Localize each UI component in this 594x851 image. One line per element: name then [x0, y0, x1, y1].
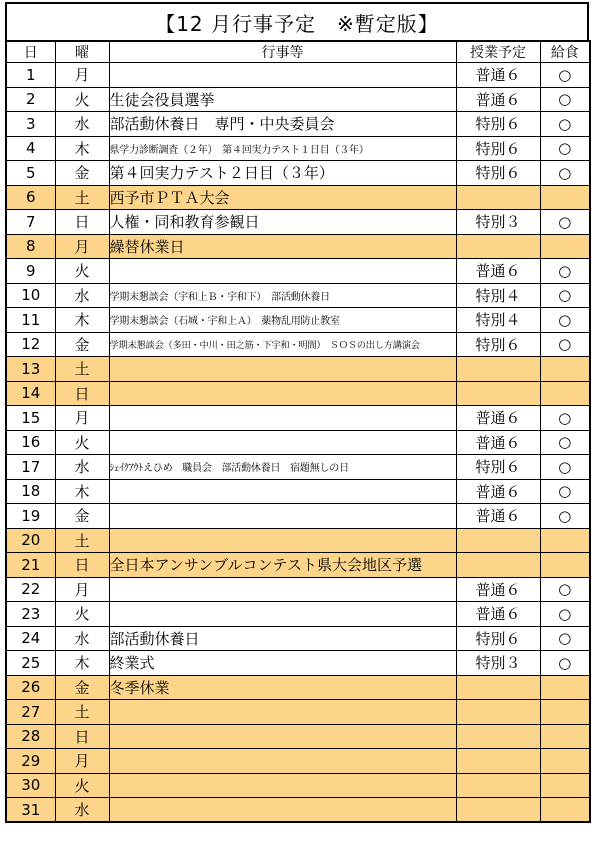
- weekday-cell: 水: [55, 626, 109, 651]
- class-plan-cell: 普通６: [456, 406, 540, 431]
- lunch-cell: ○: [540, 259, 590, 284]
- event-cell: [109, 602, 456, 627]
- weekday-cell: 木: [55, 479, 109, 504]
- day-cell: 23: [6, 602, 55, 627]
- lunch-cell: [540, 798, 590, 823]
- weekday-cell: 日: [55, 553, 109, 578]
- weekday-cell: 土: [55, 700, 109, 725]
- day-cell: 17: [6, 455, 55, 480]
- weekday-cell: 月: [55, 406, 109, 431]
- table-row: [6, 234, 590, 259]
- day-cell: 16: [6, 430, 55, 455]
- day-cell: 11: [6, 308, 55, 333]
- weekday-cell: 金: [55, 504, 109, 529]
- lunch-cell: ○: [540, 626, 590, 651]
- class-plan-cell: [456, 724, 540, 749]
- class-plan-cell: 普通６: [456, 602, 540, 627]
- day-cell: 13: [6, 357, 55, 382]
- lunch-cell: [540, 773, 590, 798]
- event-cell: 学期末懇談会（宇和上Ｂ・宇和下） 部活動休養日: [109, 283, 456, 308]
- table-row: [6, 455, 590, 480]
- table-row: [6, 259, 590, 284]
- table-row: [6, 381, 590, 406]
- header-day: 日: [6, 41, 55, 63]
- day-cell: 5: [6, 161, 55, 186]
- header-class-plan: 授業予定: [456, 41, 540, 63]
- day-cell: 20: [6, 528, 55, 553]
- day-cell: 3: [6, 112, 55, 137]
- table-row: [6, 283, 590, 308]
- weekday-cell: 土: [55, 357, 109, 382]
- day-cell: 21: [6, 553, 55, 578]
- table-row: [6, 749, 590, 774]
- event-cell: [109, 577, 456, 602]
- weekday-cell: 火: [55, 773, 109, 798]
- table-row: [6, 210, 590, 235]
- day-cell: 25: [6, 651, 55, 676]
- lunch-cell: [540, 675, 590, 700]
- class-plan-cell: 普通６: [456, 259, 540, 284]
- lunch-cell: ○: [540, 87, 590, 112]
- class-plan-cell: 普通６: [456, 430, 540, 455]
- class-plan-cell: [456, 675, 540, 700]
- class-plan-cell: [456, 528, 540, 553]
- class-plan-cell: [456, 381, 540, 406]
- class-plan-cell: 普通６: [456, 87, 540, 112]
- event-cell: [109, 749, 456, 774]
- class-plan-cell: 特別４: [456, 308, 540, 333]
- lunch-cell: ○: [540, 455, 590, 480]
- table-row: [6, 700, 590, 725]
- day-cell: 14: [6, 381, 55, 406]
- day-cell: 26: [6, 675, 55, 700]
- table-row: [6, 185, 590, 210]
- table-row: [6, 528, 590, 553]
- day-cell: 22: [6, 577, 55, 602]
- weekday-cell: 火: [55, 430, 109, 455]
- event-cell: 県学力診断調査（２年） 第４回実力テスト１日目（３年）: [109, 136, 456, 161]
- header-row: [6, 41, 590, 63]
- lunch-cell: ○: [540, 332, 590, 357]
- day-cell: 24: [6, 626, 55, 651]
- class-plan-cell: [456, 773, 540, 798]
- table-row: [6, 553, 590, 578]
- weekday-cell: 火: [55, 87, 109, 112]
- event-cell: ｼｪｲｸｱｳﾄえひめ 職員会 部活動休養日 宿題無しの日: [109, 455, 456, 480]
- lunch-cell: ○: [540, 430, 590, 455]
- table-row: [6, 161, 590, 186]
- day-cell: 15: [6, 406, 55, 431]
- table-row: [6, 504, 590, 529]
- event-cell: 全日本アンサンブルコンテスト県大会地区予選: [109, 553, 456, 578]
- event-cell: [109, 798, 456, 823]
- table-row: [6, 112, 590, 137]
- table-row: [6, 136, 590, 161]
- header-lunch: 給食: [540, 41, 590, 63]
- day-cell: 27: [6, 700, 55, 725]
- lunch-cell: ○: [540, 283, 590, 308]
- table-row: [6, 626, 590, 651]
- weekday-cell: 土: [55, 528, 109, 553]
- schedule-table: [5, 40, 591, 823]
- day-cell: 10: [6, 283, 55, 308]
- lunch-cell: [540, 528, 590, 553]
- day-cell: 1: [6, 63, 55, 88]
- weekday-cell: 木: [55, 136, 109, 161]
- event-cell: 部活動休養日 専門・中央委員会: [109, 112, 456, 137]
- class-plan-cell: [456, 185, 540, 210]
- day-cell: 9: [6, 259, 55, 284]
- lunch-cell: ○: [540, 504, 590, 529]
- lunch-cell: [540, 234, 590, 259]
- weekday-cell: 日: [55, 210, 109, 235]
- event-cell: [109, 430, 456, 455]
- lunch-cell: ○: [540, 602, 590, 627]
- lunch-cell: ○: [540, 577, 590, 602]
- event-cell: [109, 773, 456, 798]
- class-plan-cell: [456, 357, 540, 382]
- event-cell: 終業式: [109, 651, 456, 676]
- table-row: [6, 479, 590, 504]
- class-plan-cell: 特別６: [456, 161, 540, 186]
- class-plan-cell: 普通６: [456, 63, 540, 88]
- table-row: [6, 675, 590, 700]
- weekday-cell: 木: [55, 651, 109, 676]
- class-plan-cell: 普通６: [456, 577, 540, 602]
- weekday-cell: 水: [55, 455, 109, 480]
- weekday-cell: 月: [55, 577, 109, 602]
- weekday-cell: 月: [55, 749, 109, 774]
- lunch-cell: [540, 724, 590, 749]
- header-weekday: 曜: [55, 41, 109, 63]
- weekday-cell: 月: [55, 234, 109, 259]
- weekday-cell: 日: [55, 724, 109, 749]
- table-row: [6, 577, 590, 602]
- schedule-body: [6, 63, 590, 823]
- weekday-cell: 金: [55, 332, 109, 357]
- event-cell: [109, 700, 456, 725]
- event-cell: 人権・同和教育参観日: [109, 210, 456, 235]
- event-cell: 学期末懇談会（石城・宇和上Ａ） 薬物乱用防止教室: [109, 308, 456, 333]
- day-cell: 6: [6, 185, 55, 210]
- weekday-cell: 金: [55, 675, 109, 700]
- table-row: [6, 332, 590, 357]
- weekday-cell: 火: [55, 259, 109, 284]
- class-plan-cell: 特別６: [456, 112, 540, 137]
- lunch-cell: ○: [540, 406, 590, 431]
- weekday-cell: 火: [55, 602, 109, 627]
- lunch-cell: ○: [540, 479, 590, 504]
- weekday-cell: 月: [55, 63, 109, 88]
- table-row: [6, 602, 590, 627]
- table-row: [6, 87, 590, 112]
- day-cell: 4: [6, 136, 55, 161]
- weekday-cell: 土: [55, 185, 109, 210]
- event-cell: [109, 479, 456, 504]
- event-cell: [109, 406, 456, 431]
- class-plan-cell: 特別６: [456, 136, 540, 161]
- weekday-cell: 日: [55, 381, 109, 406]
- event-cell: [109, 528, 456, 553]
- event-cell: [109, 724, 456, 749]
- event-cell: 学期末懇談会（多田・中川・田之筋・下宇和・明間） ＳＯＳの出し方講演会: [109, 332, 456, 357]
- event-cell: 第４回実力テスト２日目（３年）: [109, 161, 456, 186]
- lunch-cell: [540, 553, 590, 578]
- event-cell: [109, 357, 456, 382]
- weekday-cell: 水: [55, 112, 109, 137]
- lunch-cell: ○: [540, 308, 590, 333]
- lunch-cell: [540, 749, 590, 774]
- day-cell: 8: [6, 234, 55, 259]
- table-row: [6, 308, 590, 333]
- table-row: [6, 357, 590, 382]
- table-row: [6, 430, 590, 455]
- schedule-title: 【12 月行事予定 ※暫定版】: [5, 2, 589, 40]
- day-cell: 28: [6, 724, 55, 749]
- lunch-cell: ○: [540, 651, 590, 676]
- event-cell: [109, 63, 456, 88]
- table-row: [6, 798, 590, 823]
- event-cell: [109, 504, 456, 529]
- header-event: 行事等: [109, 41, 456, 63]
- class-plan-cell: 特別３: [456, 210, 540, 235]
- table-row: [6, 63, 590, 88]
- day-cell: 29: [6, 749, 55, 774]
- lunch-cell: [540, 381, 590, 406]
- day-cell: 18: [6, 479, 55, 504]
- weekday-cell: 木: [55, 308, 109, 333]
- day-cell: 19: [6, 504, 55, 529]
- event-cell: [109, 259, 456, 284]
- class-plan-cell: [456, 234, 540, 259]
- table-row: [6, 406, 590, 431]
- event-cell: [109, 381, 456, 406]
- lunch-cell: ○: [540, 210, 590, 235]
- table-row: [6, 651, 590, 676]
- class-plan-cell: 特別６: [456, 626, 540, 651]
- class-plan-cell: 普通６: [456, 479, 540, 504]
- class-plan-cell: [456, 700, 540, 725]
- lunch-cell: [540, 185, 590, 210]
- event-cell: 冬季休業: [109, 675, 456, 700]
- lunch-cell: [540, 700, 590, 725]
- lunch-cell: ○: [540, 136, 590, 161]
- day-cell: 7: [6, 210, 55, 235]
- lunch-cell: ○: [540, 161, 590, 186]
- class-plan-cell: [456, 749, 540, 774]
- class-plan-cell: 特別４: [456, 283, 540, 308]
- event-cell: 部活動休養日: [109, 626, 456, 651]
- class-plan-cell: [456, 553, 540, 578]
- event-cell: 生徒会役員選挙: [109, 87, 456, 112]
- event-cell: 西予市ＰＴＡ大会: [109, 185, 456, 210]
- day-cell: 12: [6, 332, 55, 357]
- lunch-cell: ○: [540, 112, 590, 137]
- day-cell: 30: [6, 773, 55, 798]
- lunch-cell: [540, 357, 590, 382]
- event-cell: 繰替休業日: [109, 234, 456, 259]
- table-row: [6, 773, 590, 798]
- class-plan-cell: [456, 798, 540, 823]
- table-row: [6, 724, 590, 749]
- weekday-cell: 金: [55, 161, 109, 186]
- weekday-cell: 水: [55, 283, 109, 308]
- lunch-cell: ○: [540, 63, 590, 88]
- class-plan-cell: 普通６: [456, 504, 540, 529]
- class-plan-cell: 特別６: [456, 332, 540, 357]
- class-plan-cell: 特別３: [456, 651, 540, 676]
- class-plan-cell: 特別６: [456, 455, 540, 480]
- day-cell: 2: [6, 87, 55, 112]
- weekday-cell: 水: [55, 798, 109, 823]
- day-cell: 31: [6, 798, 55, 823]
